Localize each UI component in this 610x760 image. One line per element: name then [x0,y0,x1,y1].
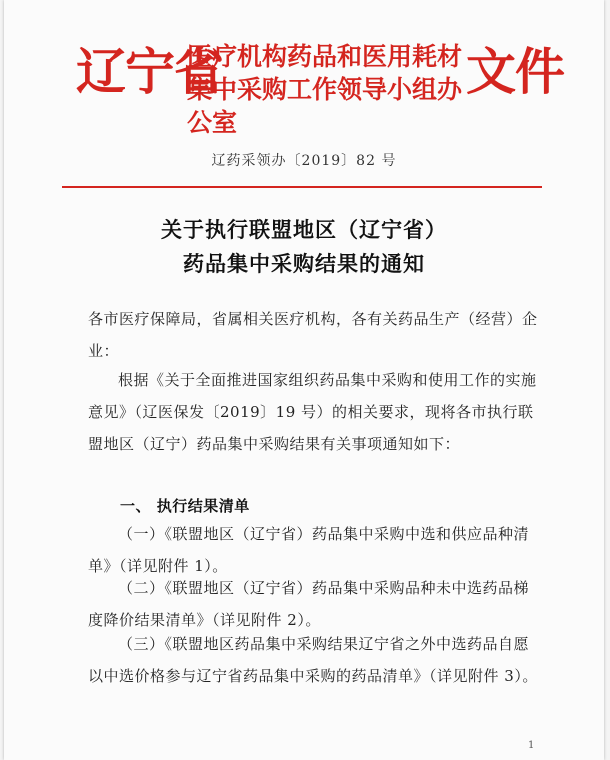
list-item: （三）《联盟地区药品集中采购结果辽宁省之外中选药品自愿以中选价格参与辽宁省药品集中采购的药品清单》（详见附件 3）。 [88,635,538,685]
header-office-line1: 医疗机构药品和医用耗材 [187,42,463,71]
document-number: 辽药采领办〔2019〕82 号 [211,153,397,169]
red-header [4,38,604,137]
document-page [4,0,604,760]
title-line1: 关于执行联盟地区（辽宁省） [161,218,447,242]
section-heading: 一、 执行结果清单 [120,497,250,515]
page-number: 1 [528,740,535,751]
header-document-label: 文件 [466,43,564,101]
list-item: （一）《联盟地区（辽宁省）药品集中采购中选和供应品种清单》（详见附件 1）。 [88,525,530,575]
intro-paragraph: 根据《关于全面推进国家组织药品集中采购和使用工作的实施意见》（辽医保发〔2019〕19 号）的相关要求，现将各市执行联盟地区（辽宁）药品集中采购结果有关事项通知如下： [88,371,537,453]
red-divider [62,186,542,188]
header-office-line2: 集中采购工作领导小组办公室 [187,75,463,137]
addressee: 各市医疗保障局，省属相关医疗机构，各有关药品生产（经营）企业： [88,310,538,360]
list-item: （二）《联盟地区（辽宁省）药品集中采购品种未中选药品梯度降价结果清单》（详见附件 2）。 [88,579,530,629]
title-line2: 药品集中采购结果的通知 [183,252,425,276]
header-province: 辽宁省 [76,43,223,101]
